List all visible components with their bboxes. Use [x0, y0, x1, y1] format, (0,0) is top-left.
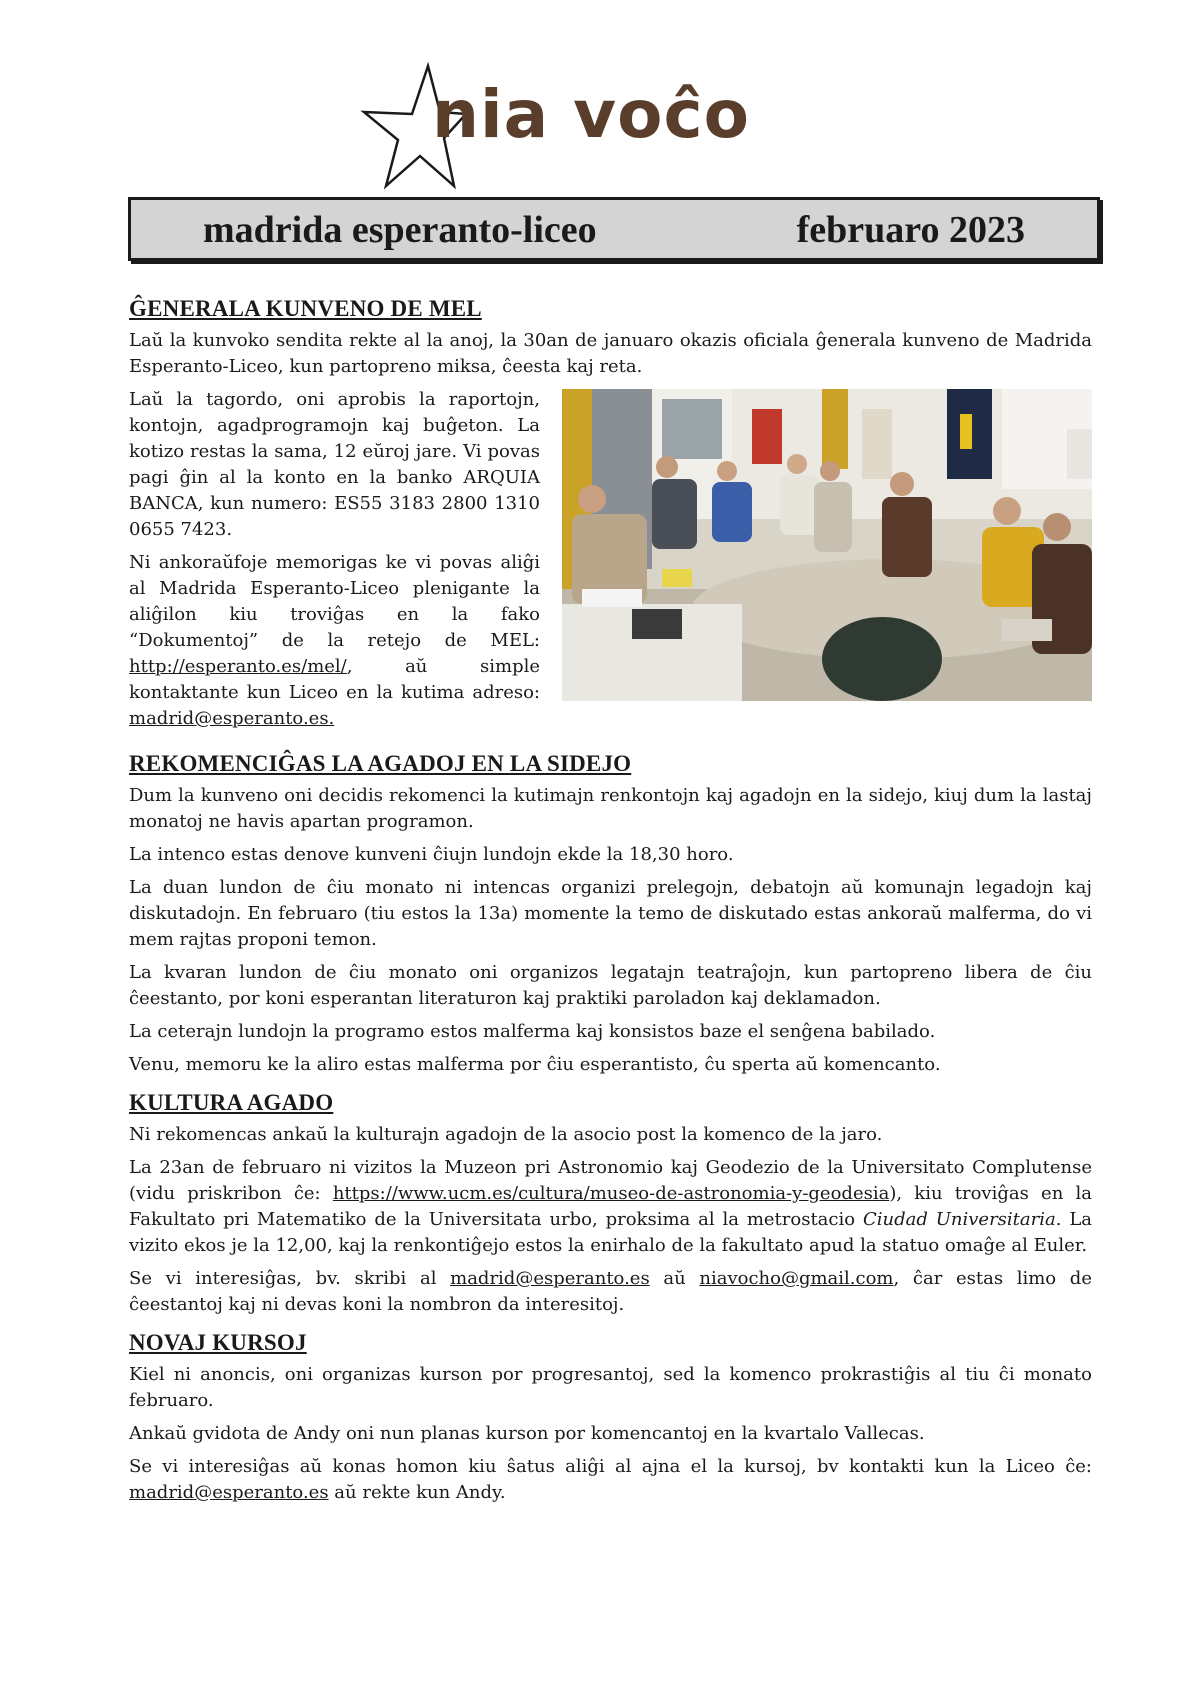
- section-heading: ĜENERALA KUNVENO DE MEL: [129, 296, 482, 321]
- section-heading: NOVAJ KURSOJ: [129, 1330, 307, 1355]
- text: ), kiu troviĝas en la Fakultato pri Matematiko de la Universitata urbo, proksima al la metrostacio: [129, 1183, 1092, 1230]
- email-link[interactable]: madrid@esperanto.es: [129, 1482, 329, 1503]
- text: La 23an de februaro ni vizitos la Muzeon pri Astronomio kaj Geodezio de la Universitato Complutense (vidu priskribon ĉe:: [129, 1157, 1092, 1204]
- text: aŭ rekte kun Andy.: [328, 1482, 506, 1503]
- section-culture: [129, 1090, 1092, 1318]
- text: Ni ankoraŭfoje memorigas ke vi povas aliĝi al Madrida Esperanto-Liceo plenigante la aliĝilon kiu troviĝas en la fako “Dokumentoj” de la retejo de MEL:: [129, 552, 540, 651]
- organization-name: madrida esperanto-liceo: [203, 209, 597, 251]
- museum-link[interactable]: https://www.ucm.es/cultura/museo-de-astronomia-y-geodesia: [332, 1183, 890, 1204]
- paragraph: [129, 1266, 1092, 1318]
- email-link[interactable]: niavocho@gmail.com: [699, 1268, 894, 1289]
- meeting-photo: [562, 389, 1092, 701]
- section-heading: KULTURA AGADO: [129, 1090, 334, 1115]
- text: Se vi interesiĝas aŭ konas homon kiu ŝatus aliĝi al ajna el la kursoj, bv kontakti kun la Liceo ĉe:: [129, 1456, 1092, 1477]
- text: , aŭ simple kontaktante kun Liceo en la kutima adreso:: [129, 656, 540, 703]
- text: Se vi interesiĝas, bv. skribi al: [129, 1268, 451, 1289]
- paragraph: Kiel ni anoncis, oni organizas kurson por progresantoj, sed la komenco prokrastiĝis al tiu ĉi monato februaro.: [129, 1364, 1092, 1411]
- paragraph: Ni rekomencas ankaŭ la kulturajn agadojn de la asocio post la komenco de la jaro.: [129, 1124, 883, 1145]
- section-activities: [129, 751, 1092, 1078]
- section-heading: REKOMENCIĜAS LA AGADOJ EN LA SIDEJO: [129, 751, 632, 776]
- mel-website-link[interactable]: http://esperanto.es/mel/: [129, 656, 347, 677]
- paragraph: La intenco estas denove kunveni ĉiujn lundojn ekde la 18,30 horo.: [129, 844, 734, 865]
- paragraph: Dum la kunveno oni decidis rekomenci la kutimajn renkontojn kaj agadojn en la sidejo, kiuj dum la lastaj monatoj ne havis apartan programon.: [129, 785, 1092, 832]
- section-general-meeting: [129, 296, 1092, 739]
- banner: [128, 197, 1100, 261]
- paragraph: La ceterajn lundojn la programo estos malferma kaj konsistos baze el senĝena babilado.: [129, 1021, 936, 1042]
- text: aŭ: [649, 1268, 700, 1289]
- paragraph: Laŭ la kunvoko sendita rekte al la anoj, la 30an de januaro okazis oficiala ĝenerala kunveno de Madrida Esperanto-Liceo, kun partopreno miksa, ĉeesta kaj reta.: [129, 330, 1092, 377]
- text: , ĉar estas limo de ĉeestantoj kaj ni devas koni la nombron da interesitoj.: [129, 1268, 1092, 1315]
- masthead-title: nia voĉo: [432, 76, 750, 153]
- paragraph: La kvaran lundon de ĉiu monato oni organizos legatajn teatraĵojn, kun partopreno libera de ĉiu ĉeestanto, por koni esperantan literaturon kaj praktiki paroladon kaj deklamadon.: [129, 962, 1092, 1009]
- masthead: [360, 62, 780, 202]
- email-link[interactable]: madrid@esperanto.es.: [129, 708, 335, 729]
- paragraph: Ankaŭ gvidota de Andy oni nun planas kurson por komencantoj en la kvartalo Vallecas.: [129, 1423, 925, 1444]
- meeting-photo-illustration: [562, 389, 1092, 701]
- email-link[interactable]: madrid@esperanto.es: [450, 1268, 650, 1289]
- section-courses: [129, 1330, 1092, 1506]
- paragraph: Laŭ la tagordo, oni aprobis la raportojn, kontojn, agadprogramojn kaj buĝeton. La kotizo restas la sama, 12 eŭroj jare. Vi povas pagi ĝin al la konto en la banko ARQUIA BANCA, kun numero: ES55 3183 2800 1310 0655 7423.: [129, 389, 540, 540]
- paragraph: La duan lundon de ĉiu monato ni intencas organizi prelegojn, debatojn aŭ komunajn legadojn kaj diskutadojn. En februaro (tiu estos la 13a) momente la temo de diskutado estas ankoraŭ malferma, do vi mem rajtas proponi temon.: [129, 877, 1092, 950]
- paragraph: [129, 1454, 1092, 1506]
- paragraph: Venu, memoru ke la aliro estas malferma por ĉiu esperantisto, ĉu sperta aŭ komencanto.: [129, 1054, 941, 1075]
- paragraph: [129, 1155, 1092, 1259]
- issue-date: februaro 2023: [796, 209, 1025, 251]
- metro-station-name: Ciudad Universitaria: [862, 1209, 1056, 1230]
- text: . La vizito ekos je la 12,00, kaj la renkontiĝejo estos la enirhalo de la fakultato apud la statuo omaĝe al Euler.: [129, 1209, 1093, 1256]
- newsletter-content: [129, 296, 1092, 1518]
